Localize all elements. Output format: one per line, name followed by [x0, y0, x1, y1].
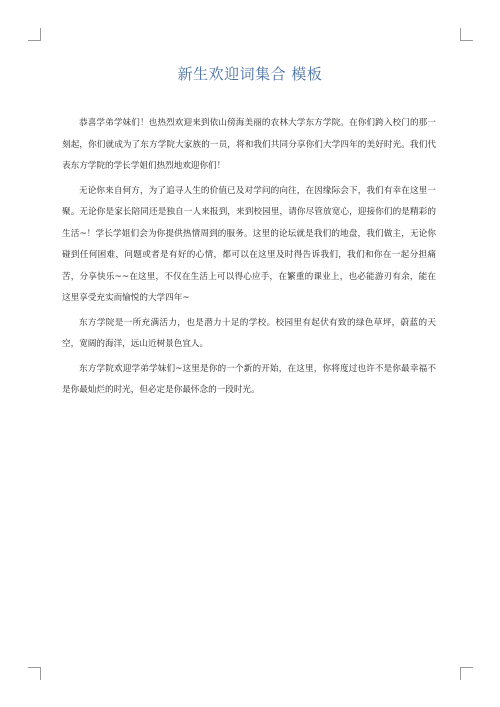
crop-mark-bottom-right	[460, 667, 473, 680]
crop-mark-bottom-left	[28, 667, 41, 680]
document-title: 新生欢迎词集合 模板	[177, 65, 323, 83]
paragraph-campus: 东方学院是一所充满活力，也是潜力十足的学校。校园里有起伏有致的绿色草坪，蔚蓝的天空，宽阔的海洋，远山近树景色宜人。	[62, 317, 436, 349]
crop-mark-top-right	[460, 28, 473, 41]
paragraph-closing: 东方学院欢迎学弟学妹们~这里是你的一个新的开始，在这里，你将度过也许不是你最幸福不是你最灿烂的时光，但必定是你最怀念的一段时光。	[62, 363, 436, 395]
crop-mark-top-left	[28, 28, 41, 41]
paragraph-welcome: 恭喜学弟学妹们！也热烈欢迎来到依山傍海美丽的农林大学东方学院。在你们跨入校门的那一刻起，你们就成为了东方学院大家族的一员，将和我们共同分享你们大学四年的美好时光。我们代表东方学院的学长学姐们热烈地欢迎你们！	[62, 118, 436, 171]
paragraph-gathering: 无论你来自何方，为了追寻人生的价值已及对学问的向往，在因缘际会下，我们有幸在这里一聚。无论你是家长陪同还是独自一人来报到，来到校园里，请你尽管放宽心，迎接你们的是精彩的生活~！学长学姐们会为你提供热情周到的服务。这里的论坛就是我们的地盘，我们做主，无论你碰到任何困难，问题或者是有好的心情，都可以在这里及时得告诉我们，我们和你在一起分担痛苦，分享快乐~~在这里，不仅在生活上可以得心应手，在繁重的课业上，也必能游刃有余，能在这里享受充实而愉悦的大学四年~	[62, 185, 436, 303]
document-body	[62, 113, 436, 405]
